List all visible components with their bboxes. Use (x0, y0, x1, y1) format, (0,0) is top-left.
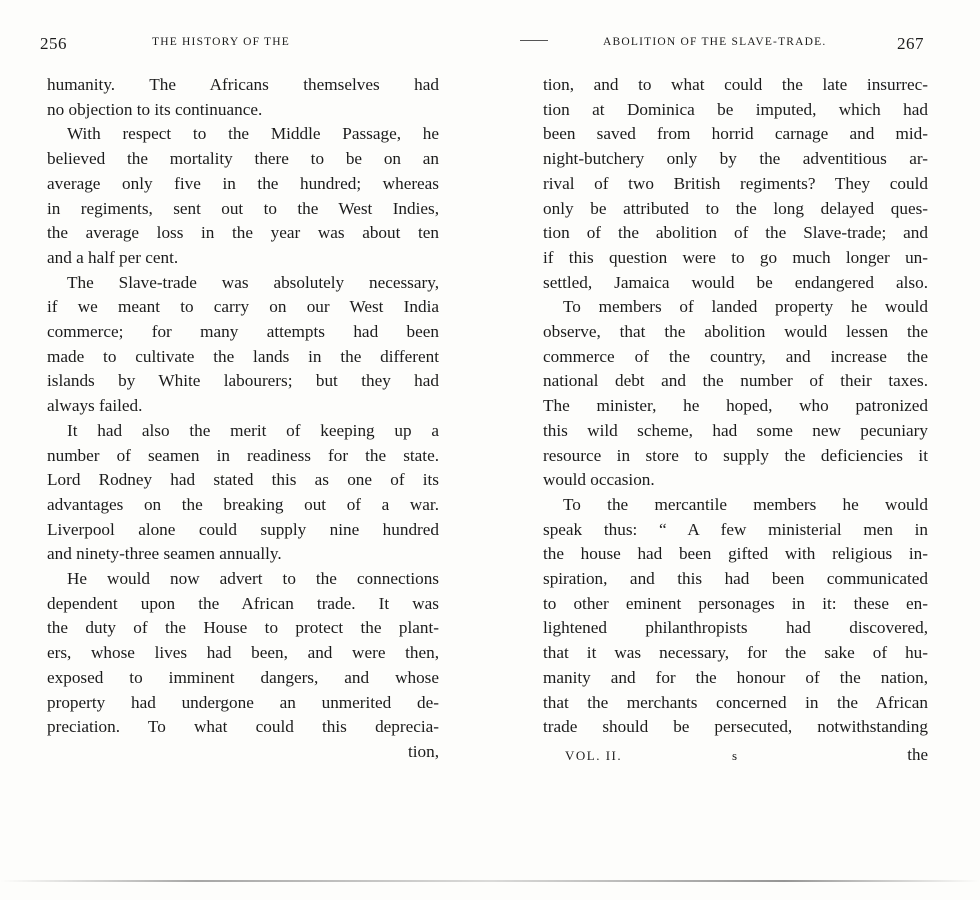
text-line: manity and for the honour of the nation, (543, 667, 928, 687)
text-line: observe, that the abolition would lessen the (543, 322, 928, 342)
text-line: settled, Jamaica would be endangered also. (543, 272, 928, 292)
text-line: trade should be persecuted, notwithstanding (543, 717, 928, 737)
text-line: if this question were to go much longer un- (543, 247, 928, 267)
text-line: To members of landed property he would (563, 297, 928, 317)
text-line: the duty of the House to protect the plant- (47, 618, 439, 638)
text-line: tion of the abolition of the Slave-trade; and (543, 223, 928, 243)
text-line: It had also the merit of keeping up a (67, 420, 439, 440)
text-line: ers, whose lives had been, and were then, (47, 643, 439, 663)
volume-signature: VOL. II. (565, 748, 623, 763)
right-running-head: ABOLITION OF THE SLAVE-TRADE. (603, 36, 827, 48)
text-line: been saved from horrid carnage and mid- (543, 124, 928, 144)
scan-edge-line (0, 880, 980, 882)
text-line: Lord Rodney had stated this as one of its (47, 470, 439, 490)
text-line: believed the mortality there to be on an (47, 149, 439, 169)
text-line: the average loss in the year was about ten (47, 223, 439, 243)
text-line: commerce of the country, and increase the (543, 346, 928, 366)
text-line: With respect to the Middle Passage, he (67, 124, 439, 144)
text-line: only be attributed to the long delayed ques- (543, 198, 928, 218)
text-line: number of seamen in readiness for the state. (47, 445, 439, 465)
text-line: and a half per cent. (47, 247, 179, 267)
text-line: tion at Dominica be imputed, which had (543, 99, 928, 119)
text-line: that it was necessary, for the sake of hu- (543, 643, 928, 663)
text-line: always failed. (47, 396, 143, 416)
left-running-head: THE HISTORY OF THE (152, 36, 290, 48)
text-line: lightened philanthropists had discovered, (543, 618, 928, 638)
text-line: property had undergone an unmerited de- (47, 692, 439, 712)
text-line: spiration, and this had been communicated (543, 569, 928, 589)
text-line: in regiments, sent out to the West Indies, (47, 198, 439, 218)
text-line: Liverpool alone could supply nine hundred (47, 519, 439, 539)
right-page (500, 0, 980, 900)
text-line: The Slave-trade was absolutely necessary, (67, 272, 439, 292)
text-line: dependent upon the African trade. It was (47, 593, 439, 613)
text-line: speak thus: “ A few ministerial men in (543, 519, 928, 539)
text-line: exposed to imminent dangers, and whose (47, 667, 439, 687)
text-line: to other eminent personages in it: these en- (543, 593, 928, 613)
catchword: the (907, 745, 928, 764)
text-line: this wild scheme, had some new pecuniary (543, 420, 928, 440)
text-line: commerce; for many attempts had been (47, 322, 439, 342)
text-line: preciation. To what could this deprecia- (47, 717, 439, 737)
left-page-number: 256 (40, 34, 67, 53)
signature-mark: s (732, 748, 739, 763)
text-line: The minister, he hoped, who patronized (543, 396, 928, 416)
right-page-number: 267 (897, 34, 924, 53)
text-line: He would now advert to the connections (67, 569, 439, 589)
text-line: national debt and the number of their taxes. (543, 371, 928, 391)
right-body-text (543, 73, 928, 740)
left-body-text (47, 73, 439, 765)
text-line: would occasion. (543, 470, 655, 490)
text-line: tion, and to what could the late insurrec- (543, 75, 928, 94)
text-line: resource in store to supply the deficiencies it (543, 445, 928, 465)
text-line: To the mercantile members he would (563, 494, 928, 514)
text-line: advantages on the breaking out of a war. (47, 494, 439, 514)
text-line: rival of two British regiments? They could (543, 173, 928, 193)
text-line: average only five in the hundred; whereas (47, 173, 439, 193)
text-line: no objection to its continuance. (47, 99, 263, 119)
text-line: islands by White labourers; but they had (47, 371, 439, 391)
catchword: tion, (407, 741, 439, 761)
text-line: if we meant to carry on our West India (47, 297, 439, 317)
text-line: the house had been gifted with religious in- (543, 544, 928, 564)
text-line: humanity. The Africans themselves had (47, 75, 439, 94)
text-line: made to cultivate the lands in the different (47, 346, 439, 366)
text-line: night-butchery only by the adventitious ar- (543, 149, 928, 169)
text-line: that the merchants concerned in the African (543, 692, 928, 712)
text-line: and ninety-three seamen annually. (47, 544, 282, 564)
